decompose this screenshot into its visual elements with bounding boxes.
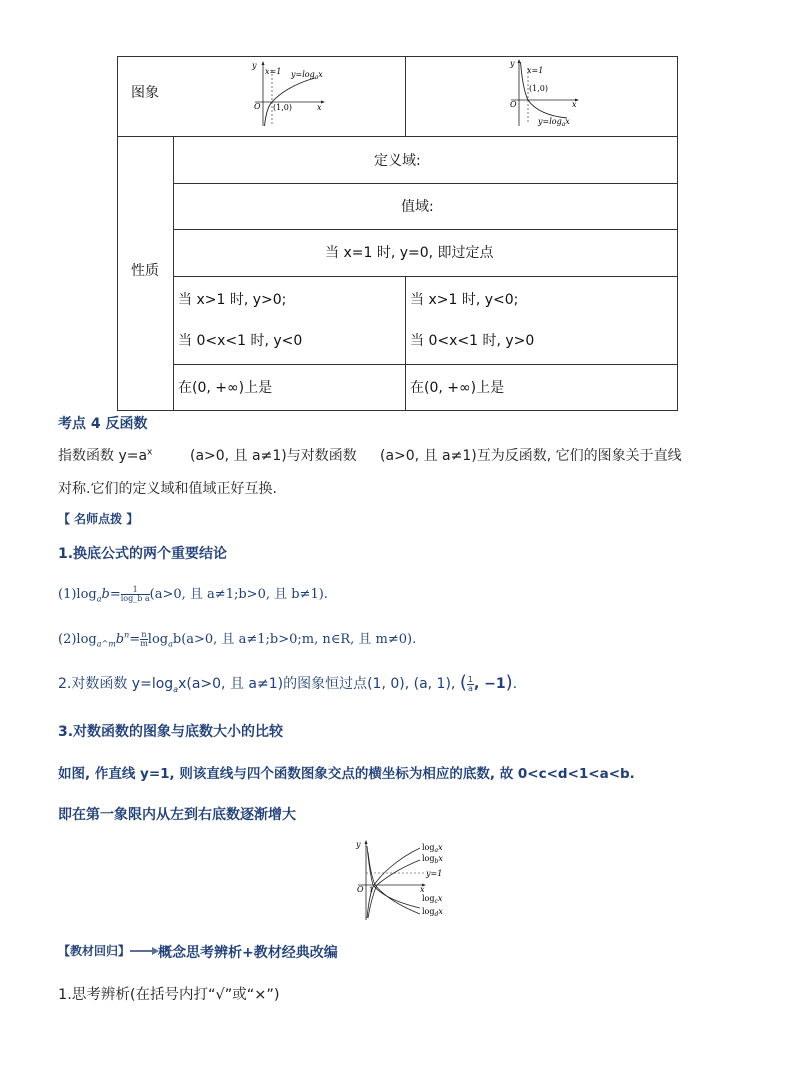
fig-x-axis: x bbox=[420, 885, 425, 894]
fixed-point-cell: 当 x=1 时, y=0, 即过定点 bbox=[325, 245, 494, 261]
right-prop-1: 当 x>1 时, y<0; bbox=[410, 292, 519, 308]
x-axis-label: x bbox=[317, 103, 322, 112]
fig-label-a: $\log_ax$ bbox=[422, 843, 443, 854]
review-title: 概念思考辨析+教材经典改编 bbox=[158, 945, 338, 961]
right-prop-2: 当 0<x<1 时, y>0 bbox=[410, 333, 535, 349]
origin-label: O bbox=[510, 100, 517, 109]
fig-label-y1: y=1 bbox=[426, 869, 443, 878]
section-4-heading: 考点 4 反函数 bbox=[58, 416, 148, 432]
row-label-properties: 性质 bbox=[131, 263, 159, 279]
fig-label-d: $\log_dx$ bbox=[422, 907, 443, 918]
domain-cell: 定义域: bbox=[374, 153, 421, 169]
fig-label-c: $\log_cx$ bbox=[422, 894, 443, 905]
x-eq-label: x=1 bbox=[527, 66, 544, 75]
tip-2: 2.对数函数 $y=\log_ax(a>0$, 且 a≠1)的图象恒过点(1, 0), (a, 1), ( $\frac{1}{a}$ , −1). bbox=[58, 672, 518, 694]
left-monotonic: 在(0, +∞)上是 bbox=[178, 380, 273, 396]
func-label: $y=\log_ax$ bbox=[538, 117, 570, 128]
y-axis-label: y bbox=[510, 59, 515, 68]
arrow-icon bbox=[130, 946, 160, 956]
left-prop-1: 当 x>1 时, y>0; bbox=[178, 292, 287, 308]
row-label-graph: 图象 bbox=[131, 85, 159, 101]
origin-label: O bbox=[254, 102, 261, 111]
review-item-1: 1.思考辨析(在括号内打“√”或“×”) bbox=[58, 987, 280, 1003]
x-eq-label: x=1 bbox=[265, 67, 282, 76]
section-4-line-1a: 指数函数 $y=a^x$ bbox=[58, 447, 153, 464]
section-4-line-1b: (a>0, 且 a≠1)与对数函数 bbox=[190, 448, 357, 464]
left-prop-2: 当 0<x<1 时, y<0 bbox=[178, 333, 303, 349]
y-axis-label: y bbox=[252, 61, 257, 70]
section-4-line-1c: (a>0, 且 a≠1)互为反函数, 它们的图象关于直线 bbox=[380, 448, 682, 464]
graph-log-decreasing bbox=[505, 58, 585, 128]
section-4-line-2: 对称.它们的定义域和值域正好互换. bbox=[58, 481, 277, 497]
tip-3-line-2: 即在第一象限内从左到右底数逐渐增大 bbox=[58, 807, 296, 823]
formula-1: $(1)\log_ab=$ $\frac{1}{\text{log\_b a}}$ (a>0, 且 a≠1;b>0, 且 b≠1). bbox=[58, 585, 328, 604]
tip-3-heading: 3.对数函数的图象与底数大小的比较 bbox=[58, 724, 284, 740]
table-grid bbox=[0, 0, 794, 420]
fig-one: 1 bbox=[369, 886, 374, 894]
log-base-comparison-figure bbox=[340, 838, 460, 923]
tips-label: 【 名师点拨 】 bbox=[58, 512, 139, 526]
func-label: $y=\log_ax$ bbox=[291, 70, 323, 81]
tip-1-heading: 1.换底公式的两个重要结论 bbox=[58, 546, 228, 562]
range-cell: 值域: bbox=[401, 199, 434, 215]
tip-3-line-1: 如图, 作直线 y=1, 则该直线与四个函数图象交点的横坐标为相应的底数, 故 0<c<d<1<a<b. bbox=[58, 766, 635, 782]
formula-2: $(2)\log_{a\^{}m}b^n=$ $\frac{n}{m}$ $\log_ab(a>0$, 且 a≠1;b>0;m, n∈R, 且 m≠0). bbox=[58, 630, 417, 649]
point-label: (1,0) bbox=[529, 84, 548, 93]
review-label: 【教材回归】 bbox=[58, 944, 131, 958]
graph-log-increasing bbox=[245, 60, 340, 130]
point-label: (1,0) bbox=[273, 103, 292, 112]
x-axis-label: x bbox=[572, 100, 577, 109]
fig-origin: O bbox=[357, 885, 364, 894]
right-monotonic: 在(0, +∞)上是 bbox=[410, 380, 505, 396]
fig-label-b: $\log_bx$ bbox=[422, 854, 443, 865]
fig-y-axis: y bbox=[356, 840, 361, 849]
